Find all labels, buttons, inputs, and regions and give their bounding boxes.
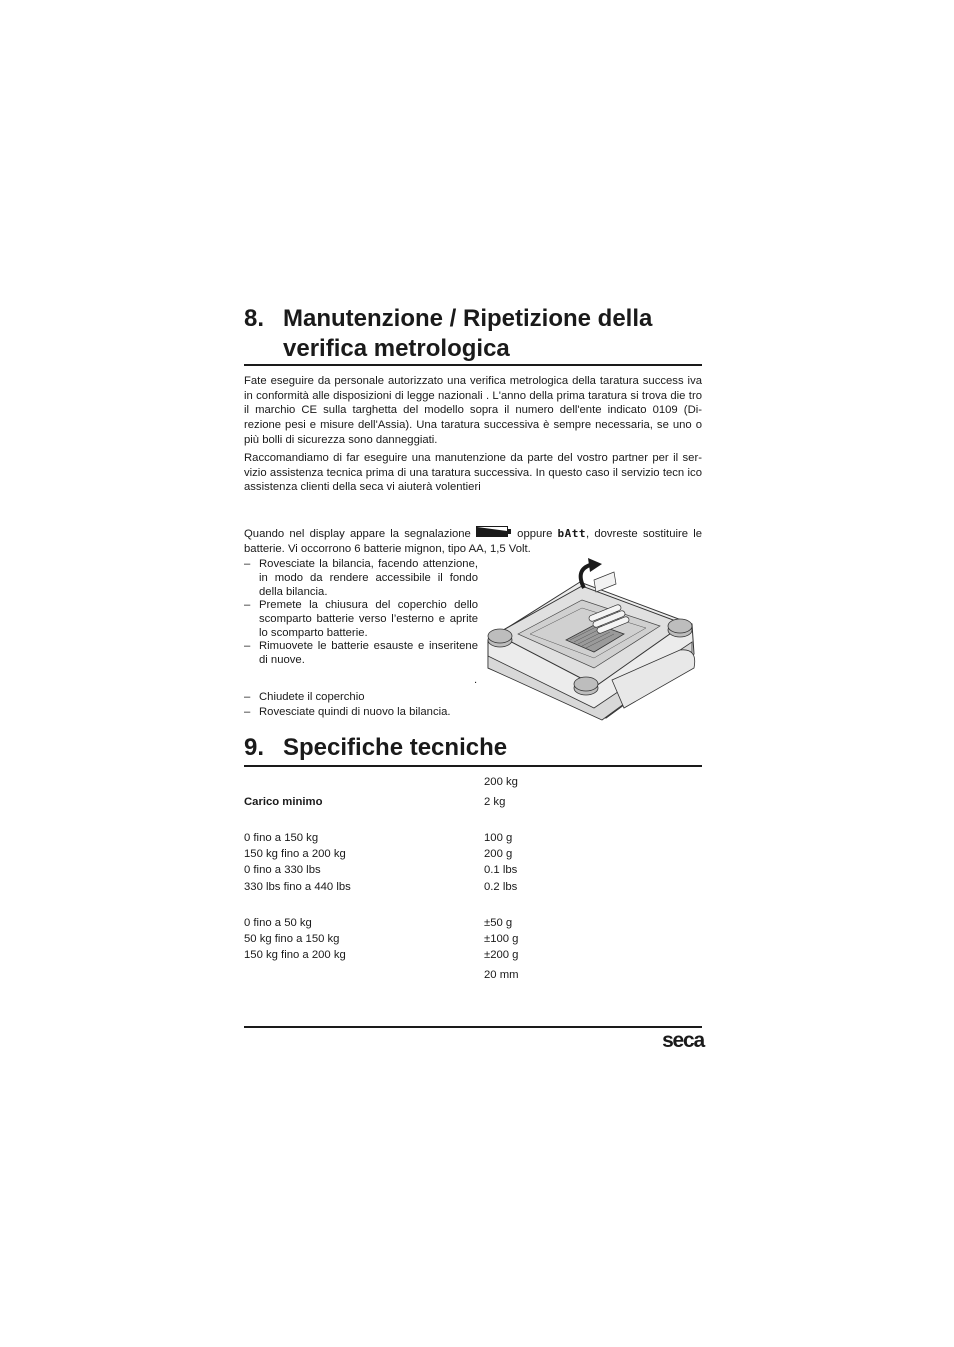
- section-8-title-line1: Manutenzione / Ripetizione della: [283, 305, 653, 332]
- spec-value: 20 mm: [484, 969, 519, 981]
- section-8-title: [283, 304, 713, 364]
- stray-dot: .: [474, 674, 478, 686]
- step-text: Chiudete il coperchio: [259, 691, 365, 703]
- battery-step: [244, 691, 478, 705]
- step-text: Rovesciate quindi di nuovo la bilancia.: [259, 706, 451, 718]
- step-text: Rimuovete le batterie esauste e inseritene di nuove.: [259, 640, 478, 666]
- footer-rule: [244, 1026, 702, 1028]
- battery-step: [244, 558, 478, 599]
- section-9-title: Specifiche tecniche: [283, 734, 508, 761]
- spec-value: 0.1 lbs: [484, 864, 518, 876]
- spec-label: 330 lbs fino a 440 lbs: [244, 881, 351, 893]
- spec-value: 100 g: [484, 832, 513, 844]
- spec-label: 0 fino a 330 lbs: [244, 864, 321, 876]
- spec-value: 200 kg: [484, 776, 518, 788]
- section-8-paragraph-1: Fate eseguire da personale autorizzato una verifica metrologica della taratura success iva in conformità alle disposizioni di legge nazionali . L'anno della prima taratura si trova die tro il marchio CE sulla targhetta del modello sopra il numero dell'ente indicato 0109 (Di- rezione pesi e misure dell'Assia). Una taratura successiva è sempre necessaria, se uno o più bolli di sicurezza sono danneggiati.: [244, 375, 702, 446]
- battery-step: [244, 640, 478, 668]
- battery-intro-c: , dovreste sostituire le batterie. Vi occorrono 6 batterie mignon, tipo AA, 1,5 Volt.: [244, 527, 702, 555]
- spec-label: 0 fino a 50 kg: [244, 917, 312, 929]
- step-dash: –: [244, 640, 251, 652]
- spec-value: 200 g: [484, 848, 513, 860]
- section-8-title-line2: verifica metrologica: [283, 335, 510, 362]
- battery-intro-a: Quando nel display appare la segnalazione: [244, 527, 471, 540]
- section-8-rule: [244, 364, 702, 366]
- step-dash: –: [244, 691, 251, 703]
- battery-step: [244, 706, 478, 720]
- battery-low-icon: [476, 526, 512, 542]
- scale-underside-illustration: [484, 558, 714, 724]
- spec-label: 150 kg fino a 200 kg: [244, 848, 346, 860]
- spec-label: Carico minimo: [244, 796, 323, 808]
- section-9-number: 9.: [244, 734, 265, 761]
- spec-label: 50 kg fino a 150 kg: [244, 933, 340, 945]
- spec-label: 150 kg fino a 200 kg: [244, 949, 346, 961]
- spec-value: ±100 g: [484, 933, 519, 945]
- spec-label: 0 fino a 150 kg: [244, 832, 319, 844]
- step-dash: –: [244, 599, 251, 611]
- step-text: Rovesciate la bilancia, facendo attenzione, in modo da rendere accessibile il fondo della bilancia.: [259, 558, 478, 598]
- batt-display-text: bAtt: [557, 526, 587, 540]
- battery-intro: [244, 526, 702, 556]
- battery-step: [244, 599, 478, 640]
- spec-value: 0.2 lbs: [484, 881, 518, 893]
- section-8-number: 8.: [244, 305, 265, 332]
- spec-value: ±50 g: [484, 917, 513, 929]
- step-text: Premete la chiusura del coperchio dello scomparto batterie verso l’esterno e aprite lo scomparto batterie.: [259, 599, 478, 639]
- spec-value: ±200 g: [484, 949, 519, 961]
- section-8-paragraph-2: Raccomandiamo di far eseguire una manutenzione da parte del vostro partner per il ser- vizio assistenza tecnica prima di una taratura successiva. In questo caso il servizio tecn ico assistenza clienti della seca vi aiuterà volentieri: [244, 452, 702, 494]
- seca-logo: seca: [662, 1029, 704, 1052]
- step-dash: –: [244, 558, 251, 570]
- section-9-rule: [244, 765, 702, 767]
- battery-intro-b: oppure: [517, 527, 553, 540]
- step-dash: –: [244, 706, 251, 718]
- spec-value: 2 kg: [484, 796, 506, 808]
